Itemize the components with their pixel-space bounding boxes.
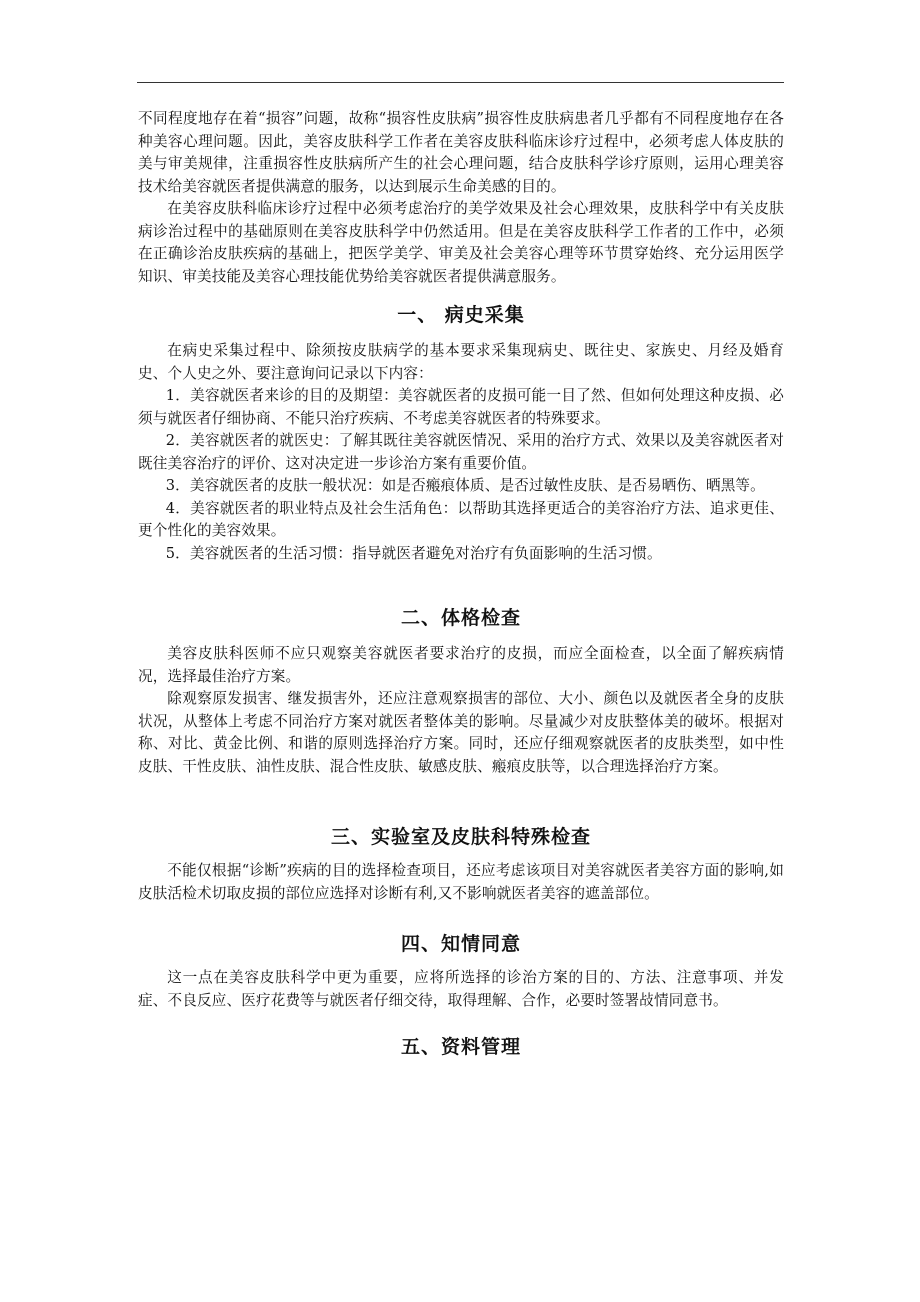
document-body <box>138 108 784 1060</box>
section-3-title: 三、实验室及皮肤科特殊检查 <box>330 826 591 848</box>
section-2-title: 二、体格检查 <box>400 607 521 629</box>
section-1-item-3: 3．美容就医者的皮肤一般状况：如是否瘢痕体质、是否过敏性皮肤、是否易晒伤、晒黑等。 <box>165 477 765 494</box>
section-3-paragraph-1: 不能仅根据“诊断”疾病的目的选择检查项目，还应考虑该项目对美容就医者美容方面的影响,如皮肤活检术切取皮损的部位应选择对诊断有利,又不影响就医者美容的遮盖部位。 <box>138 862 784 902</box>
section-1-item-5: 5．美容就医者的生活习惯：指导就医者避免对治疗有负面影响的生活习惯。 <box>165 544 662 562</box>
section-1-item-1: 1．美容就医者来诊的目的及期望：美容就医者的皮损可能一目了然、但如何处理这种皮损、必须与就医者仔细协商、不能只治疗疾病、不考虑美容就医者的特殊要求。 <box>138 387 784 427</box>
section-2-paragraph-1: 美容皮肤科医师不应只观察美容就医者要求治疗的皮损，而应全面检查，以全面了解疾病情况，选择最佳治疗方案。 <box>138 645 784 685</box>
header-rule <box>137 82 784 83</box>
section-4-title: 四、知情同意 <box>400 933 521 955</box>
section-5-title: 五、资料管理 <box>400 1036 521 1058</box>
section-1-title: 一、 病史采集 <box>397 304 525 326</box>
section-1-item-2: 2．美容就医者的就医史：了解其既往美容就医情况、采用的治疗方式、效果以及美容就医者对既往美容治疗的评价、这对决定进一步诊治方案有重要价值。 <box>138 432 784 472</box>
section-4-paragraph-1: 这一点在美容皮肤科学中更为重要，应将所选择的诊治方案的目的、方法、注意事项、并发症、不良反应、医疗花费等与就医者仔细交待，取得理解、合作，必要时签署敁情同意书。 <box>138 969 784 1009</box>
section-1-item-4: 4．美容就医者的职业特点及社会生活角色：以帮助其选择更适合的美容治疗方法、追求更佳、更个性化的美容效果。 <box>138 499 784 539</box>
intro-paragraph-2: 在美容皮肤科临床诊疗过程中必须考虑治疗的美学效果及社会心理效果，皮肤科学中有关皮肤病诊治过程中的基础原则在美容皮肤科学中仍然适用。但是在美容皮肤科学工作者的工作中，必须在正确诊治皮肤疾病的基础上，把医学美学、审美及社会美容心理等环节贯穿始终、充分运用医学知识、审美技能及美容心理技能优势给美容就医者提供满意服务。 <box>138 200 784 285</box>
section-2-paragraph-2: 除观察原发损害、继发损害外，还应注意观察损害的部位、大小、颜色以及就医者全身的皮肤状况，从整体上考虑不同治疗方案对就医者整体美的影响。尽量减少对皮肤整体美的破坏。根据对称、对比、黄金比例、和谐的原则选择治疗方案。同时，还应仔细观察就医者的皮肤类型，如中性皮肤、干性皮肤、油性皮肤、混合性皮肤、敏感皮肤、瘢痕皮肤等，以合理选择治疗方案。 <box>138 690 784 775</box>
section-1-intro: 在病史采集过程中、除须按皮肤病学的基本要求采集现病史、既往史、家族史、月经及婚育史、个人史之外、要注意询问记录以下内容： <box>138 342 784 382</box>
intro-paragraph-1: 不同程度地存在着“损容”问题，故称“损容性皮肤病”损容性皮肤病患者几乎都有不同程度地存在各种美容心理问题。因此，美容皮肤科学工作者在美容皮肤科临床诊疗过程中，必须考虑人体皮肤的美与审美规律，注重损容性皮肤病所产生的社会心理问题，结合皮肤科学诊疗原则，运用心理美容技术给美容就医者提供满意的服务，以达到展示生命美感的目的。 <box>138 110 784 195</box>
